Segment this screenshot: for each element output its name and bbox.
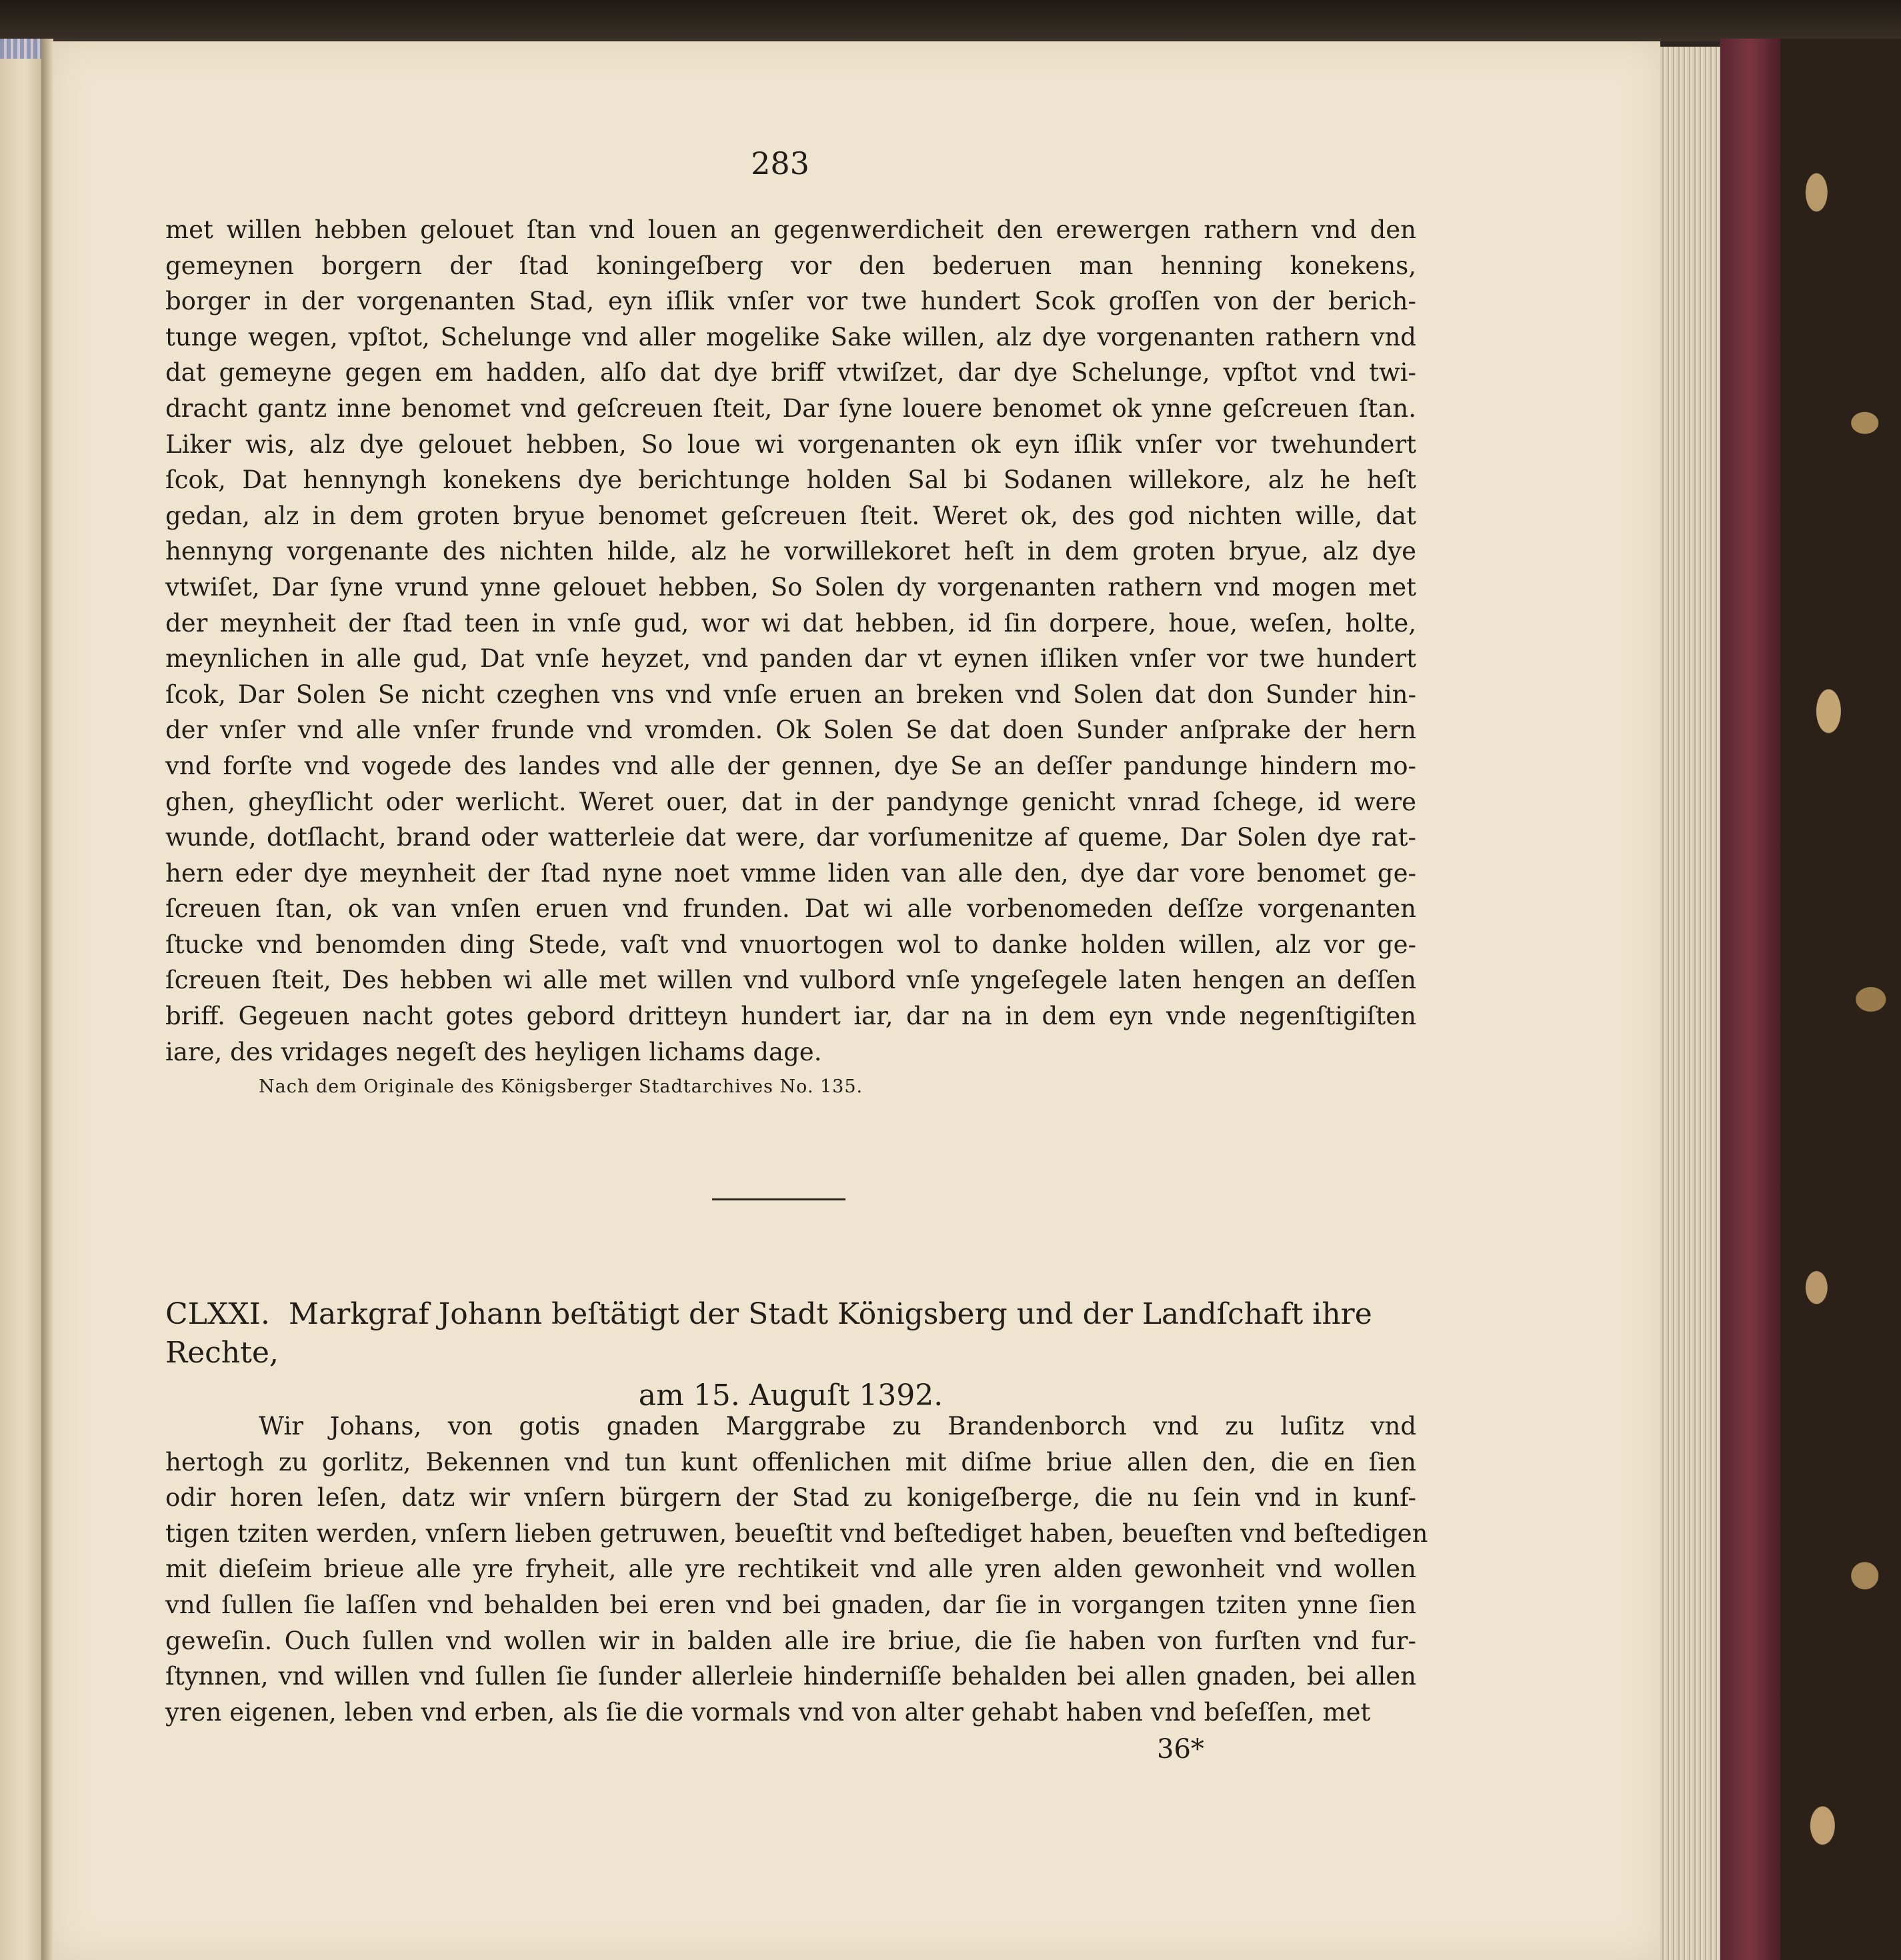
section-number: CLXXI. <box>165 1297 270 1331</box>
document-text-block-2 <box>165 1408 1428 1730</box>
text-line: ſtucke vnd benomden ding Stede, vaſt vnd vnuortogen wol to danke holden willen, alz vor ge- <box>165 930 1416 959</box>
section-divider <box>712 1198 845 1200</box>
text-line: vtwiſet, Dar ſyne vrund ynne gelouet hebben, So Solen dy vorgenanten rathern vnd mogen met <box>165 572 1416 602</box>
text-line: gedan, alz in dem groten bryue benomet geſcreuen ſteit. Weret ok, des god nichten wille, dat <box>165 501 1416 530</box>
text-line: briff. Gegeuen nacht gotes gebord dritteyn hundert iar, dar na in dem eyn vnde negenſtigiſten <box>165 1002 1416 1031</box>
text-line: der meynheit der ſtad teen in vnſe gud, wor wi dat hebben, id ſin dorpere, houe, weſen, holte, <box>165 608 1416 638</box>
text-line: ſtynnen, vnd willen vnd ſullen ſie ſunder allerleie hinderniſſe behalden bei allen gnaden, bei allen <box>165 1662 1416 1691</box>
text-line: dat gemeyne gegen em hadden, alſo dat dye briff vtwiſzet, dar dye Schelunge, vpſtot vnd twi- <box>165 358 1416 387</box>
text-line: tunge wegen, vpſtot, Schelunge vnd aller mogelike Sake willen, alz dye vorgenanten rathern vnd <box>165 322 1416 351</box>
text-line: hertogh zu gorlitz, Bekennen vnd tun kunt offenlichen mit diſme briue allen den, die en ſien <box>165 1447 1416 1477</box>
text-line: ſcok, Dat hennyngh konekens dye berichtunge holden Sal bi Sodanen willekore, alz he heſt <box>165 465 1416 495</box>
paragraph-charter-1392 <box>165 1408 1428 1730</box>
signature-mark: 36* <box>1157 1734 1204 1765</box>
text-line: Liker wis, alz dye gelouet hebben, So loue wi vorgenanten ok eyn iſlik vnſer vor twehundert <box>165 429 1416 459</box>
text-line: hennyng vorgenante des nichten hilde, alz he vorwillekoret heſt in dem groten bryue, alz dye <box>165 537 1416 566</box>
text-line: ghen, gheyſlicht oder werlicht. Weret ouer, dat in der pandynge genicht vnrad ſchege, id were <box>165 787 1416 816</box>
text-line: Wir Johans, von gotis gnaden Marggrabe zu Brandenborch vnd zu luſitz vnd <box>259 1412 1416 1440</box>
left-page-bookmark-strip <box>0 39 41 59</box>
page-stack-edges <box>1660 47 1720 1960</box>
paragraph-charter-1391 <box>165 212 1416 1070</box>
text-line: ſcok, Dar Solen Se nicht czeghen vns vnd vnſe eruen an breken vnd Solen dat don Sunder hin- <box>165 680 1416 709</box>
text-line: hern eder dye meynheit der ſtad nyne noet vmme liden van alle den, dye dar vore benomet ge- <box>165 858 1416 888</box>
text-line: wunde, dotſlacht, brand oder watterleie dat were, dar vorſumenitze af queme, Dar Solen dye rat- <box>165 823 1416 852</box>
text-line: der vnſer vnd alle vnſer frunde vnd vromden. Ok Solen Se dat doen Sunder anſprake der hern <box>165 716 1416 745</box>
binding-spine <box>1720 39 1780 1960</box>
section-heading <box>165 1295 1416 1415</box>
text-line: gemeynen borgern der ſtad koningeſberg vor den bederuen man henning konekens, <box>165 251 1416 280</box>
text-line: dracht gantz inne benomet vnd geſcreuen ſteit, Dar ſyne louere benomet ok ynne geſcreuen ſtan. <box>165 393 1416 423</box>
text-line: tigen tziten werden, vnſern lieben getruwen, beueſtit vnd beſtediget haben, beueſten vnd beſtedigen <box>165 1519 1428 1548</box>
left-page-edge <box>0 39 41 1960</box>
text-line: borger in der vorgenanten Stad, eyn iſlik vnſer vor twe hundert Scok groſſen von der berich- <box>165 287 1416 316</box>
text-line: met willen hebben gelouet ſtan vnd louen an gegenwerdicheit den erewergen rathern vnd den <box>165 215 1416 244</box>
text-line: yren eigenen, leben vnd erben, als ſie die vormals vnd von alter gehabt haben vnd beſeſſen, met <box>165 1697 1371 1727</box>
text-line: odir horen leſen, datz wir vnſern bürgern der Stad zu konigeſberge, die nu ſein vnd in kunf- <box>165 1483 1416 1513</box>
document-text-block-1 <box>165 212 1416 1097</box>
text-line: geweſin. Ouch ſullen vnd wollen wir in balden alle ire briue, die ſie haben von furſten vnd fur- <box>165 1626 1416 1655</box>
text-line: vnd forſte vnd vogede des landes vnd alle der gennen, dye Se an deſſer pandunge hindern mo- <box>165 751 1416 780</box>
section-title-line2: am 15. Auguſt 1392. <box>638 1378 943 1412</box>
text-line: iare, des vridages negeſt des heyligen lichams dage. <box>165 1037 822 1066</box>
text-line: vnd ſullen ſie laſſen vnd behalden bei eren vnd bei gnaden, dar ſie in vorgangen tziten ynne ſien <box>165 1590 1416 1619</box>
text-line: meynlichen in alle gud, Dat vnſe heyzet, vnd panden dar vt eynen iſliken vnſer vor twe hundert <box>165 644 1416 674</box>
book-gutter <box>41 39 53 1960</box>
source-note: Nach dem Originale des Königsberger Stadtarchives No. 135. <box>259 1076 863 1098</box>
text-line: mit dieſeim brieue alle yre fryheit, alle yre rechtikeit vnd alle yren alden gewonheit vnd wollen <box>165 1555 1416 1584</box>
book-top-edge <box>0 0 1901 41</box>
section-title-line1: Markgraf Johann beſtätigt der Stadt Königsberg und der Landſchaft ihre Rechte, <box>165 1297 1372 1370</box>
page-number: 283 <box>751 145 809 181</box>
text-line: ſcreuen ſteit, Des hebben wi alle met willen vnd vulbord vnſe yngeſegele laten hengen an deſſen <box>165 966 1416 995</box>
marbled-cover <box>1780 39 1901 1960</box>
text-line: ſcreuen ſtan, ok van vnſen eruen vnd frunden. Dat wi alle vorbenomeden deſſze vorgenanten <box>165 894 1416 924</box>
